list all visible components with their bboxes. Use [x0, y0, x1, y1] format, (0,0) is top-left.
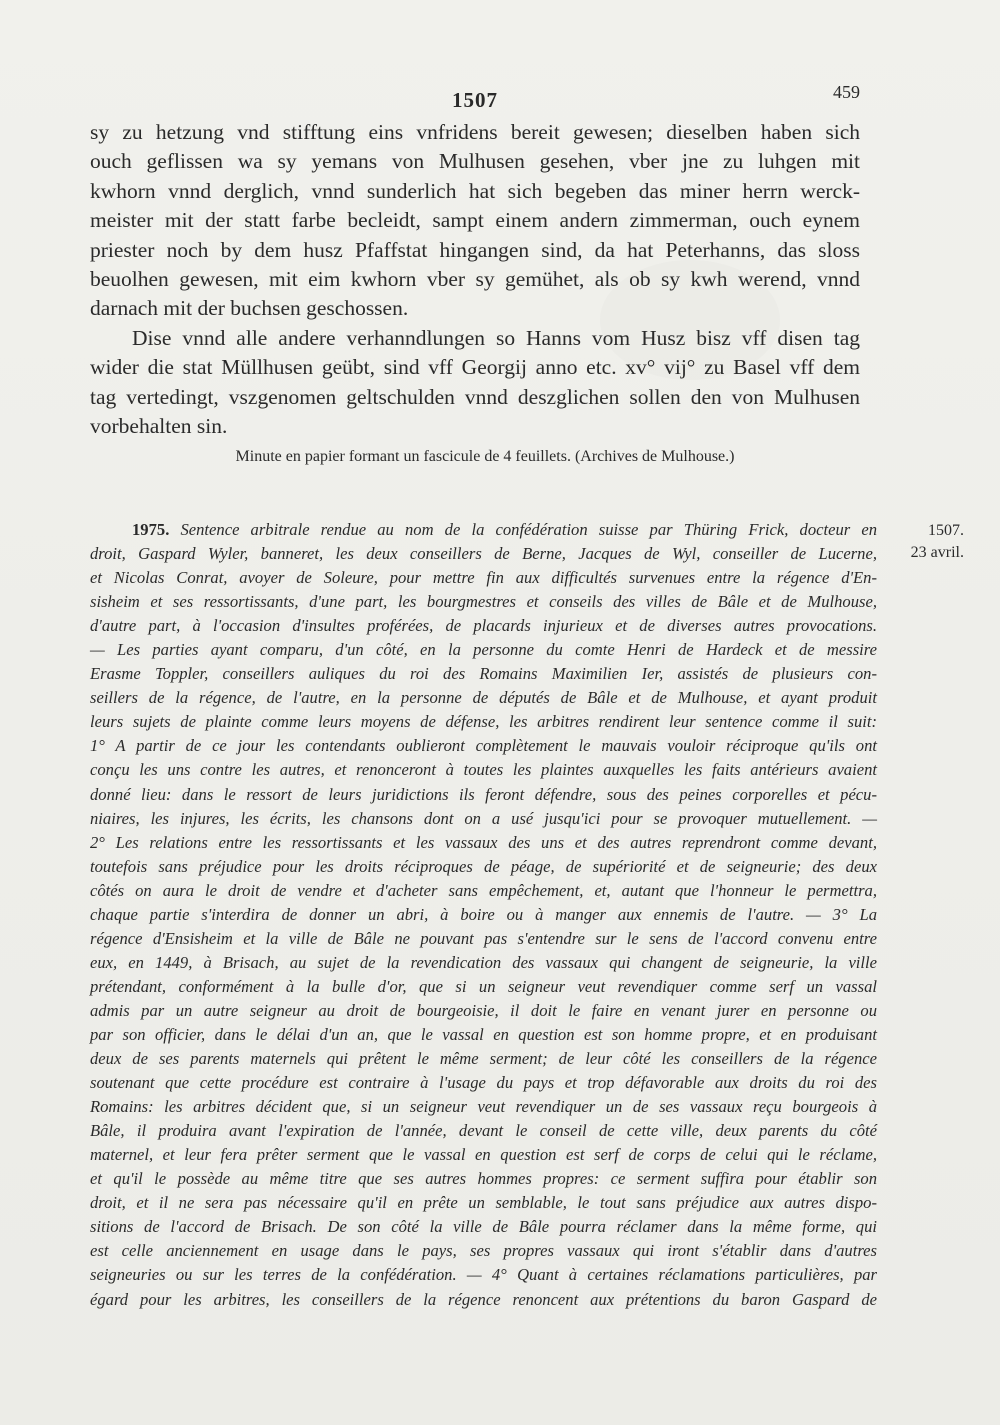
running-head-year: 1507: [452, 88, 498, 112]
regest-line: conçu les uns contre les autres, et renonceront à toutes les plaintes auxquelles les faits antérieurs avaient: [90, 760, 877, 780]
source-note: Minute en papier formant un fascicule de 4 feuillets. (Archives de Mulhouse.): [235, 448, 735, 465]
regest-line: eux, en 1449, à Brisach, au sujet de la revendication des vassaux qui changent de seigneurie, la ville: [90, 952, 877, 972]
german-text-line: Dise vnnd alle andere verhanndlungen so Hanns vom Husz bisz vff disen tag: [132, 325, 860, 350]
regest-line: Bâle, il produira avant l'expiration de l'année, devant le conseil de cette ville, deux parents du côté: [90, 1121, 877, 1141]
regest-line: sisheim et ses ressortissants, d'une part, les bourgmestres et conseils des villes de Bâle et de Mulhouse,: [90, 592, 877, 612]
margin-date-note: [884, 520, 964, 564]
regest-line: prétendant, conformément à la bulle d'or, que si un seigneur veut revendiquer comme serf un vassal: [90, 976, 877, 996]
german-text-line: beuolhen gewesen, mit eim kwhorn vber sy gemühet, als ob sy kwh werend, vnnd: [90, 266, 860, 291]
regest-line: et qu'il le possède au même titre que ses autres hommes propres: ce serment suffira pour établir son: [90, 1169, 877, 1189]
regest-line: 2° Les relations entre les ressortissants et les vassaux des uns et des autres reprendront comme devant,: [90, 832, 877, 852]
regest-line: Erasme Toppler, conseillers auliques du roi des Romains Maximilien Ier, assistés de plusieurs con-: [90, 664, 877, 684]
german-text-line: ouch geflissen wa sy yemans von Mulhusen gesehen, vber jne zu luhgen mit: [90, 149, 860, 174]
regest-line: deux de ses parents maternels qui prêtent le même serment; de leur côté les conseillers de la régence: [90, 1049, 877, 1069]
regest-line: — Les parties ayant comparu, d'un côté, en la personne du comte Henri de Hardeck et de messire: [90, 640, 877, 660]
regest-line: côtés on aura le droit de vendre et d'acheter sans empêchement, et, autant que l'honneur le permettra,: [90, 880, 877, 900]
german-text-line: priester noch by dem husz Pfaffstat hingangen sind, da hat Peterhanns, das sloss: [90, 237, 860, 262]
document-number: 1975.: [132, 520, 170, 539]
regest-line: 1° A partir de ce jour les contendants oublieront complètement le mauvais vouloir réciproque qu'ils ont: [90, 736, 877, 756]
regest-line: maternel, et leur fera prêter serment que le vassal en question est serf de corps de celui qui le réclame,: [90, 1145, 877, 1165]
regest-line: donné lieu: dans le ressort de leurs juridictions ils feront défendre, sous des peines corporelles et pécu-: [90, 784, 877, 804]
german-text-line: tag vertedingt, vszgenomen geltschulden vnnd deszglichen sollen den von Mulhusen: [90, 384, 860, 409]
running-head: [90, 82, 860, 116]
regest-line: est celle anciennement en usage dans le pays, ses propres vassaux qui iront s'établir dans d'autres: [90, 1241, 877, 1261]
german-text-block: [90, 118, 860, 441]
regest-line-text: Sentence arbitrale rendue au nom de la confédération suisse par Thüring Frick, docteur en: [180, 520, 877, 539]
regest-line: leurs sujets de plainte comme leurs moyens de défense, les arbitres rendirent leur sentence comme il suit:: [90, 712, 877, 732]
regest-line: par son officier, dans le délai d'un an, que le vassal en question est son homme propre, et en produisant: [90, 1024, 877, 1044]
margin-year: 1507.: [928, 522, 964, 539]
regest-line: toutefois sans préjudice pour les droits réciproques de péage, de supériorité et de seigneurie; des deux: [90, 856, 877, 876]
regest-line: [90, 518, 877, 542]
german-text-line: wider die stat Müllhusen geübt, sind vff Georgij anno etc. xv° vij° zu Basel vff dem: [90, 355, 860, 380]
regest-line: admis par un autre seigneur au droit de bourgeoisie, il doit le faire en venant jurer en personne ou: [90, 1000, 877, 1020]
regest-line: droit, et il ne sera pas nécessaire qu'il en prête un semblable, le tout sans préjudice aux autres dispo-: [90, 1193, 877, 1213]
regest-line: et Nicolas Conrat, avoyer de Soleure, pour mettre fin aux difficultés survenues entre la régence d'En-: [90, 568, 877, 588]
regest-line: seillers de la régence, de l'autre, en la personne de députés de Bâle et de Mulhouse, et ayant produit: [90, 688, 877, 708]
regest-line: soutenant que cette procédure est contraire à l'usage du pays et trop défavorable aux droits du roi des: [90, 1073, 877, 1093]
margin-date: 23 avril.: [910, 544, 964, 561]
german-text-line: darnach mit der buchsen geschossen.: [90, 296, 409, 321]
regest-line: seigneuries ou sur les terres de la confédération. — 4° Quant à certaines réclamations particulières, par: [90, 1265, 877, 1285]
document-regest: [90, 518, 877, 1312]
german-text-line: meister mit der statt farbe becleidt, sampt einem andern zimmerman, ouch eynem: [90, 208, 860, 233]
german-text-line: sy zu hetzung vnd stifftung eins vnfridens bereit gewesen; dieselben haben sich: [90, 120, 860, 144]
german-text-line: vorbehalten sin.: [90, 413, 228, 438]
regest-line: niaires, les injures, les écrits, les chansons dont on a usé jusqu'ici pour se provoquer mutuellement. —: [90, 808, 877, 828]
regest-line: droit, Gaspard Wyler, banneret, les deux conseillers de Berne, Jacques de Wyl, conseiller de Lucerne,: [90, 544, 877, 564]
regest-line: égard pour les arbitres, les conseillers de la régence renoncent aux prétentions du baron Gaspard de: [90, 1289, 877, 1309]
regest-line: régence d'Ensisheim et la ville de Bâle ne pouvant pas s'entendre sur le sens de l'accord convenu entre: [90, 928, 877, 948]
regest-line: Romains: les arbitres décident que, si un seigneur veut revendiquer un de ses vassaux reçu bourgeois à: [90, 1097, 877, 1117]
regest-line: sitions de l'accord de Brisach. De son côté la ville de Bâle pourra réclamer dans la même forme, qui: [90, 1217, 877, 1237]
regest-line: chaque partie s'interdira de donner un abri, à boire ou à manger aux ennemis de l'autre. — 3° La: [90, 904, 877, 924]
german-text-line: kwhorn vnnd derglich, vnnd sunderlich hat sich begeben das miner herrn werck-: [90, 178, 860, 203]
page-number: 459: [833, 82, 860, 102]
regest-line: d'autre part, à l'occasion d'insultes proférées, de placards injurieux et de diverses autres provocations.: [90, 616, 877, 636]
